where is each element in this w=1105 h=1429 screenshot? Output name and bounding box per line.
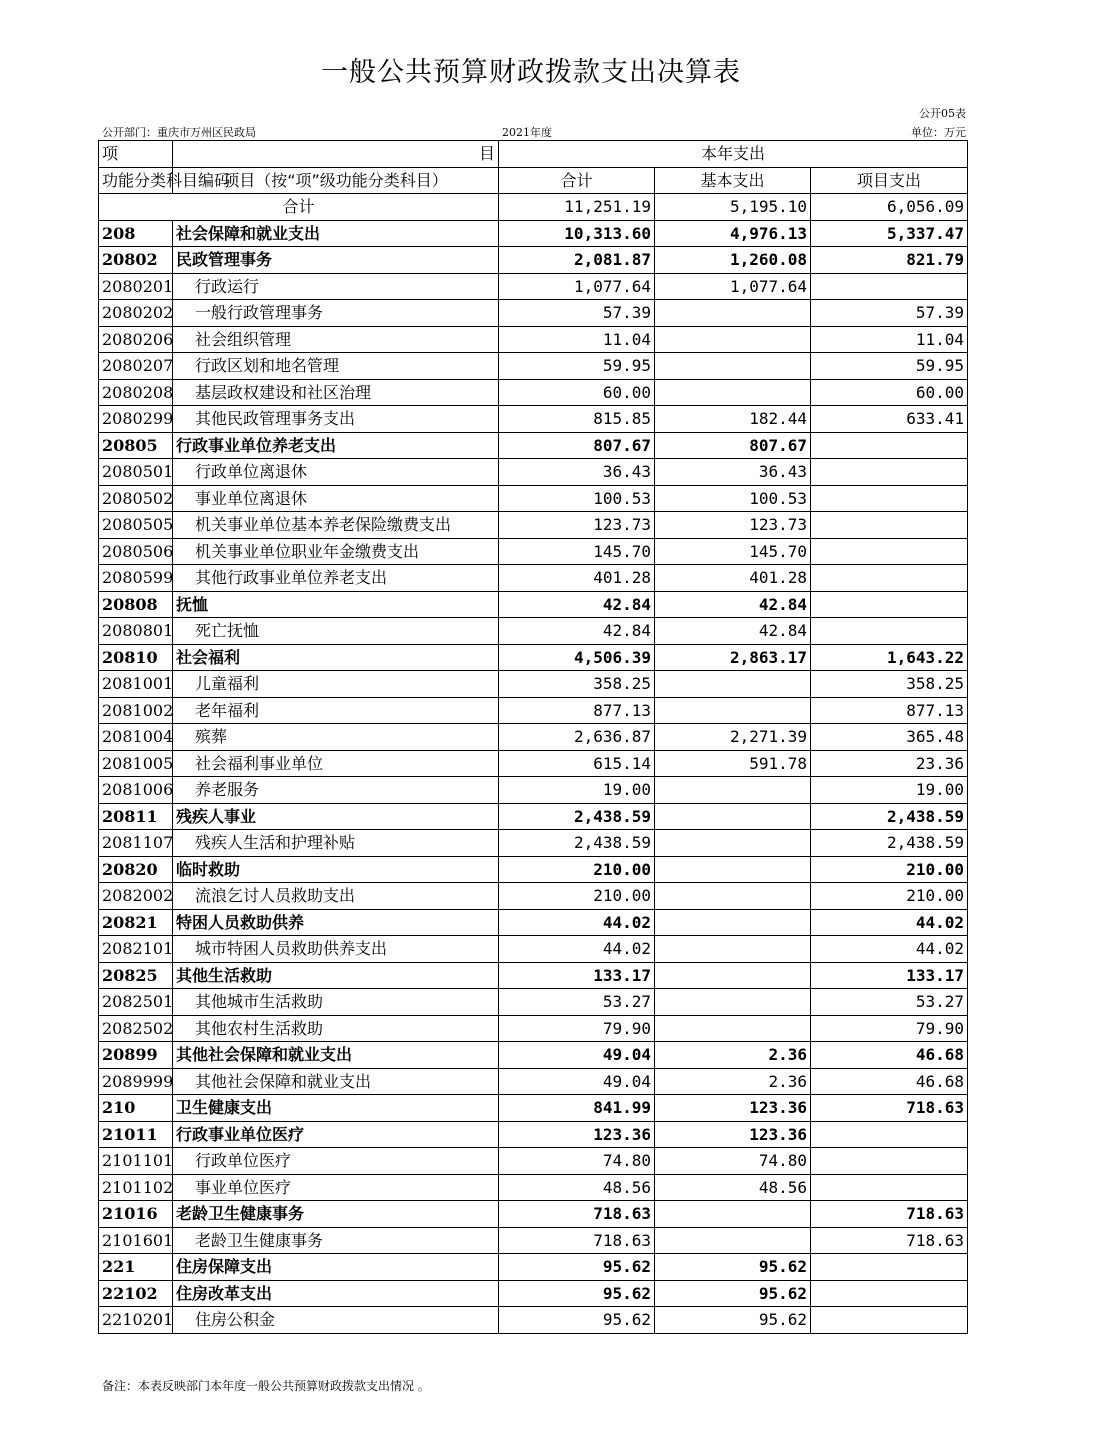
row-project: 1,643.22 — [811, 644, 968, 671]
footnote: 备注：本表反映部门本年度一般公共预算财政拨款支出情况 。 — [102, 1379, 430, 1393]
table-row — [99, 697, 968, 724]
row-code: 2082501 — [99, 989, 173, 1016]
row-code: 2210201 — [99, 1307, 173, 1334]
row-total: 44.02 — [499, 936, 655, 963]
total-basic: 5,195.10 — [655, 194, 811, 221]
table-row — [99, 936, 968, 963]
row-name: 养老服务 — [173, 777, 499, 804]
table-row — [99, 1280, 968, 1307]
table-row — [99, 724, 968, 751]
row-total: 95.62 — [499, 1254, 655, 1281]
row-basic: 807.67 — [655, 432, 811, 459]
row-total: 11.04 — [499, 326, 655, 353]
row-name: 一般行政管理事务 — [173, 300, 499, 327]
table-row — [99, 618, 968, 645]
table-row — [99, 565, 968, 592]
row-code: 208 — [99, 220, 173, 247]
row-total: 19.00 — [499, 777, 655, 804]
row-code: 2081001 — [99, 671, 173, 698]
table-row — [99, 512, 968, 539]
row-project — [811, 1254, 968, 1281]
row-code: 221 — [99, 1254, 173, 1281]
row-code: 2101102 — [99, 1174, 173, 1201]
row-total: 815.85 — [499, 406, 655, 433]
header-total: 合计 — [499, 167, 655, 194]
row-code: 2080299 — [99, 406, 173, 433]
row-project: 133.17 — [811, 962, 968, 989]
table-row — [99, 538, 968, 565]
row-name: 行政事业单位养老支出 — [173, 432, 499, 459]
row-project: 59.95 — [811, 353, 968, 380]
row-project: 718.63 — [811, 1201, 968, 1228]
row-project: 358.25 — [811, 671, 968, 698]
row-basic — [655, 1227, 811, 1254]
row-name: 流浪乞讨人员救助支出 — [173, 883, 499, 910]
total-label: 合计 — [99, 194, 499, 221]
row-code: 21016 — [99, 1201, 173, 1228]
row-project: 19.00 — [811, 777, 968, 804]
row-project — [811, 512, 968, 539]
row-name: 社会福利事业单位 — [173, 750, 499, 777]
row-name: 社会组织管理 — [173, 326, 499, 353]
header-mu: 目 — [173, 141, 499, 168]
row-project: 79.90 — [811, 1015, 968, 1042]
table-row — [99, 1227, 968, 1254]
header-current-year: 本年支出 — [499, 141, 968, 168]
row-name: 老龄卫生健康事务 — [173, 1201, 499, 1228]
row-project: 365.48 — [811, 724, 968, 751]
table-row — [99, 1201, 968, 1228]
row-code: 20805 — [99, 432, 173, 459]
header-name: 项目（按“项”级功能分类科目） — [173, 167, 499, 194]
row-project: 718.63 — [811, 1227, 968, 1254]
row-name: 其他社会保障和就业支出 — [173, 1068, 499, 1095]
table-row — [99, 671, 968, 698]
row-basic: 1,260.08 — [655, 247, 811, 274]
row-project — [811, 273, 968, 300]
row-code: 2082002 — [99, 883, 173, 910]
row-total: 210.00 — [499, 883, 655, 910]
row-name: 社会保障和就业支出 — [173, 220, 499, 247]
row-name: 其他生活救助 — [173, 962, 499, 989]
table-row — [99, 803, 968, 830]
row-project: 11.04 — [811, 326, 968, 353]
row-project: 5,337.47 — [811, 220, 968, 247]
row-basic — [655, 671, 811, 698]
table-row — [99, 989, 968, 1016]
row-project — [811, 1121, 968, 1148]
row-code: 2080208 — [99, 379, 173, 406]
row-code: 20802 — [99, 247, 173, 274]
row-basic: 100.53 — [655, 485, 811, 512]
row-project — [811, 1307, 968, 1334]
row-basic: 95.62 — [655, 1280, 811, 1307]
row-basic — [655, 353, 811, 380]
row-code: 2080506 — [99, 538, 173, 565]
row-total: 59.95 — [499, 353, 655, 380]
row-total: 401.28 — [499, 565, 655, 592]
fiscal-year: 2021年度 — [502, 126, 552, 139]
row-code: 2080599 — [99, 565, 173, 592]
row-code: 210 — [99, 1095, 173, 1122]
row-project: 23.36 — [811, 750, 968, 777]
row-project — [811, 432, 968, 459]
row-basic — [655, 962, 811, 989]
row-basic: 182.44 — [655, 406, 811, 433]
row-name: 老龄卫生健康事务 — [173, 1227, 499, 1254]
row-basic: 123.36 — [655, 1095, 811, 1122]
row-name: 抚恤 — [173, 591, 499, 618]
row-name: 其他行政事业单位养老支出 — [173, 565, 499, 592]
table-row — [99, 591, 968, 618]
row-name: 行政单位离退休 — [173, 459, 499, 486]
row-name: 卫生健康支出 — [173, 1095, 499, 1122]
row-project: 877.13 — [811, 697, 968, 724]
header-row-1 — [99, 141, 968, 168]
row-total: 57.39 — [499, 300, 655, 327]
row-total: 2,636.87 — [499, 724, 655, 751]
row-basic — [655, 936, 811, 963]
row-total: 36.43 — [499, 459, 655, 486]
row-project — [811, 538, 968, 565]
row-name: 行政事业单位医疗 — [173, 1121, 499, 1148]
row-code: 2080207 — [99, 353, 173, 380]
row-code: 2081004 — [99, 724, 173, 751]
form-number: 公开05表 — [919, 107, 966, 120]
table-row — [99, 485, 968, 512]
row-project — [811, 591, 968, 618]
row-code: 20820 — [99, 856, 173, 883]
row-project — [811, 1174, 968, 1201]
row-basic: 4,976.13 — [655, 220, 811, 247]
row-total: 95.62 — [499, 1307, 655, 1334]
total-amount: 11,251.19 — [499, 194, 655, 221]
row-total: 4,506.39 — [499, 644, 655, 671]
header-project: 项目支出 — [811, 167, 968, 194]
row-code: 20808 — [99, 591, 173, 618]
row-code: 2080201 — [99, 273, 173, 300]
row-name: 基层政权建设和社区治理 — [173, 379, 499, 406]
row-name: 民政管理事务 — [173, 247, 499, 274]
page-title: 一般公共预算财政拨款支出决算表 — [321, 57, 741, 88]
row-basic: 48.56 — [655, 1174, 811, 1201]
table-row — [99, 1121, 968, 1148]
row-name: 行政运行 — [173, 273, 499, 300]
row-project: 57.39 — [811, 300, 968, 327]
row-name: 儿童福利 — [173, 671, 499, 698]
row-name: 老年福利 — [173, 697, 499, 724]
row-code: 2101601 — [99, 1227, 173, 1254]
row-name: 城市特困人员救助供养支出 — [173, 936, 499, 963]
row-total: 133.17 — [499, 962, 655, 989]
row-basic — [655, 803, 811, 830]
row-name: 机关事业单位职业年金缴费支出 — [173, 538, 499, 565]
row-project — [811, 1280, 968, 1307]
row-basic: 2.36 — [655, 1042, 811, 1069]
row-project: 210.00 — [811, 883, 968, 910]
row-project: 44.02 — [811, 909, 968, 936]
row-basic: 74.80 — [655, 1148, 811, 1175]
row-basic — [655, 883, 811, 910]
header-xiang: 项 — [99, 141, 173, 168]
header-code: 功能分类科目编码 — [99, 167, 173, 194]
row-basic: 95.62 — [655, 1254, 811, 1281]
row-total: 145.70 — [499, 538, 655, 565]
table-row — [99, 644, 968, 671]
table-row — [99, 326, 968, 353]
table-row — [99, 247, 968, 274]
row-name: 殡葬 — [173, 724, 499, 751]
row-project: 46.68 — [811, 1068, 968, 1095]
row-total: 123.73 — [499, 512, 655, 539]
row-code: 2089999 — [99, 1068, 173, 1095]
row-project: 46.68 — [811, 1042, 968, 1069]
row-project: 2,438.59 — [811, 830, 968, 857]
row-total: 2,081.87 — [499, 247, 655, 274]
table-row — [99, 962, 968, 989]
total-row — [99, 194, 968, 221]
header-basic: 基本支出 — [655, 167, 811, 194]
row-name: 死亡抚恤 — [173, 618, 499, 645]
row-code: 20825 — [99, 962, 173, 989]
row-project — [811, 565, 968, 592]
row-total: 718.63 — [499, 1227, 655, 1254]
row-total: 42.84 — [499, 618, 655, 645]
row-basic: 591.78 — [655, 750, 811, 777]
row-basic: 42.84 — [655, 618, 811, 645]
row-project — [811, 459, 968, 486]
table-row — [99, 353, 968, 380]
row-total: 807.67 — [499, 432, 655, 459]
row-basic — [655, 777, 811, 804]
table-row — [99, 432, 968, 459]
row-code: 2081005 — [99, 750, 173, 777]
row-basic: 2,271.39 — [655, 724, 811, 751]
row-total: 10,313.60 — [499, 220, 655, 247]
table-row — [99, 883, 968, 910]
row-total: 210.00 — [499, 856, 655, 883]
row-name: 残疾人事业 — [173, 803, 499, 830]
table-row — [99, 856, 968, 883]
row-basic — [655, 830, 811, 857]
row-code: 2080202 — [99, 300, 173, 327]
row-name: 住房公积金 — [173, 1307, 499, 1334]
row-code: 21011 — [99, 1121, 173, 1148]
row-total: 42.84 — [499, 591, 655, 618]
row-basic: 1,077.64 — [655, 273, 811, 300]
row-basic — [655, 856, 811, 883]
table-row — [99, 406, 968, 433]
row-basic — [655, 697, 811, 724]
row-total: 123.36 — [499, 1121, 655, 1148]
row-basic: 36.43 — [655, 459, 811, 486]
row-total: 877.13 — [499, 697, 655, 724]
table-row — [99, 1174, 968, 1201]
row-name: 其他社会保障和就业支出 — [173, 1042, 499, 1069]
table-row — [99, 909, 968, 936]
row-project: 718.63 — [811, 1095, 968, 1122]
row-basic — [655, 300, 811, 327]
row-basic — [655, 379, 811, 406]
row-total: 358.25 — [499, 671, 655, 698]
table-row — [99, 1307, 968, 1334]
row-project: 2,438.59 — [811, 803, 968, 830]
row-project: 210.00 — [811, 856, 968, 883]
row-name: 临时救助 — [173, 856, 499, 883]
row-total: 79.90 — [499, 1015, 655, 1042]
row-basic: 95.62 — [655, 1307, 811, 1334]
row-project: 821.79 — [811, 247, 968, 274]
row-basic: 401.28 — [655, 565, 811, 592]
department-label: 公开部门：重庆市万州区民政局 — [102, 126, 256, 139]
row-code: 2080505 — [99, 512, 173, 539]
table-row — [99, 1015, 968, 1042]
row-code: 2081006 — [99, 777, 173, 804]
row-basic — [655, 1201, 811, 1228]
table-row — [99, 273, 968, 300]
row-total: 1,077.64 — [499, 273, 655, 300]
table-row — [99, 300, 968, 327]
row-basic — [655, 326, 811, 353]
row-name: 社会福利 — [173, 644, 499, 671]
row-basic: 123.36 — [655, 1121, 811, 1148]
row-name: 行政单位医疗 — [173, 1148, 499, 1175]
row-code: 2081107 — [99, 830, 173, 857]
table-row — [99, 1148, 968, 1175]
table-row — [99, 1042, 968, 1069]
row-total: 53.27 — [499, 989, 655, 1016]
row-total: 841.99 — [499, 1095, 655, 1122]
row-total: 60.00 — [499, 379, 655, 406]
table-row — [99, 220, 968, 247]
budget-table — [98, 140, 968, 1334]
table-row — [99, 1254, 968, 1281]
row-code: 20821 — [99, 909, 173, 936]
row-code: 2082101 — [99, 936, 173, 963]
row-total: 49.04 — [499, 1068, 655, 1095]
row-code: 2080801 — [99, 618, 173, 645]
row-name: 特困人员救助供养 — [173, 909, 499, 936]
row-name: 其他城市生活救助 — [173, 989, 499, 1016]
total-project: 6,056.09 — [811, 194, 968, 221]
row-code: 22102 — [99, 1280, 173, 1307]
row-code: 2081002 — [99, 697, 173, 724]
row-code: 2082502 — [99, 1015, 173, 1042]
row-name: 事业单位医疗 — [173, 1174, 499, 1201]
row-total: 718.63 — [499, 1201, 655, 1228]
row-project: 44.02 — [811, 936, 968, 963]
row-total: 44.02 — [499, 909, 655, 936]
table-row — [99, 750, 968, 777]
row-project — [811, 485, 968, 512]
row-basic: 2,863.17 — [655, 644, 811, 671]
row-total: 615.14 — [499, 750, 655, 777]
table-row — [99, 1095, 968, 1122]
row-total: 2,438.59 — [499, 830, 655, 857]
table-row — [99, 459, 968, 486]
table-row — [99, 830, 968, 857]
row-name: 残疾人生活和护理补贴 — [173, 830, 499, 857]
row-name: 事业单位离退休 — [173, 485, 499, 512]
row-total: 74.80 — [499, 1148, 655, 1175]
row-total: 2,438.59 — [499, 803, 655, 830]
row-name: 行政区划和地名管理 — [173, 353, 499, 380]
row-total: 95.62 — [499, 1280, 655, 1307]
row-basic: 42.84 — [655, 591, 811, 618]
unit-label: 单位：万元 — [911, 126, 966, 139]
row-project: 60.00 — [811, 379, 968, 406]
row-code: 2101101 — [99, 1148, 173, 1175]
row-name: 其他农村生活救助 — [173, 1015, 499, 1042]
row-code: 20899 — [99, 1042, 173, 1069]
row-total: 100.53 — [499, 485, 655, 512]
row-basic: 2.36 — [655, 1068, 811, 1095]
row-code: 20810 — [99, 644, 173, 671]
row-name: 住房保障支出 — [173, 1254, 499, 1281]
row-name: 住房改革支出 — [173, 1280, 499, 1307]
row-code: 2080206 — [99, 326, 173, 353]
row-code: 2080502 — [99, 485, 173, 512]
table-row — [99, 379, 968, 406]
row-project — [811, 618, 968, 645]
row-basic — [655, 1015, 811, 1042]
row-basic — [655, 909, 811, 936]
row-name: 机关事业单位基本养老保险缴费支出 — [173, 512, 499, 539]
row-code: 2080501 — [99, 459, 173, 486]
row-code: 20811 — [99, 803, 173, 830]
header-row-2 — [99, 167, 968, 194]
row-basic: 145.70 — [655, 538, 811, 565]
row-total: 49.04 — [499, 1042, 655, 1069]
table-row — [99, 1068, 968, 1095]
row-basic — [655, 989, 811, 1016]
row-project: 633.41 — [811, 406, 968, 433]
table-row — [99, 777, 968, 804]
row-name: 其他民政管理事务支出 — [173, 406, 499, 433]
row-total: 48.56 — [499, 1174, 655, 1201]
row-project: 53.27 — [811, 989, 968, 1016]
row-basic: 123.73 — [655, 512, 811, 539]
row-project — [811, 1148, 968, 1175]
